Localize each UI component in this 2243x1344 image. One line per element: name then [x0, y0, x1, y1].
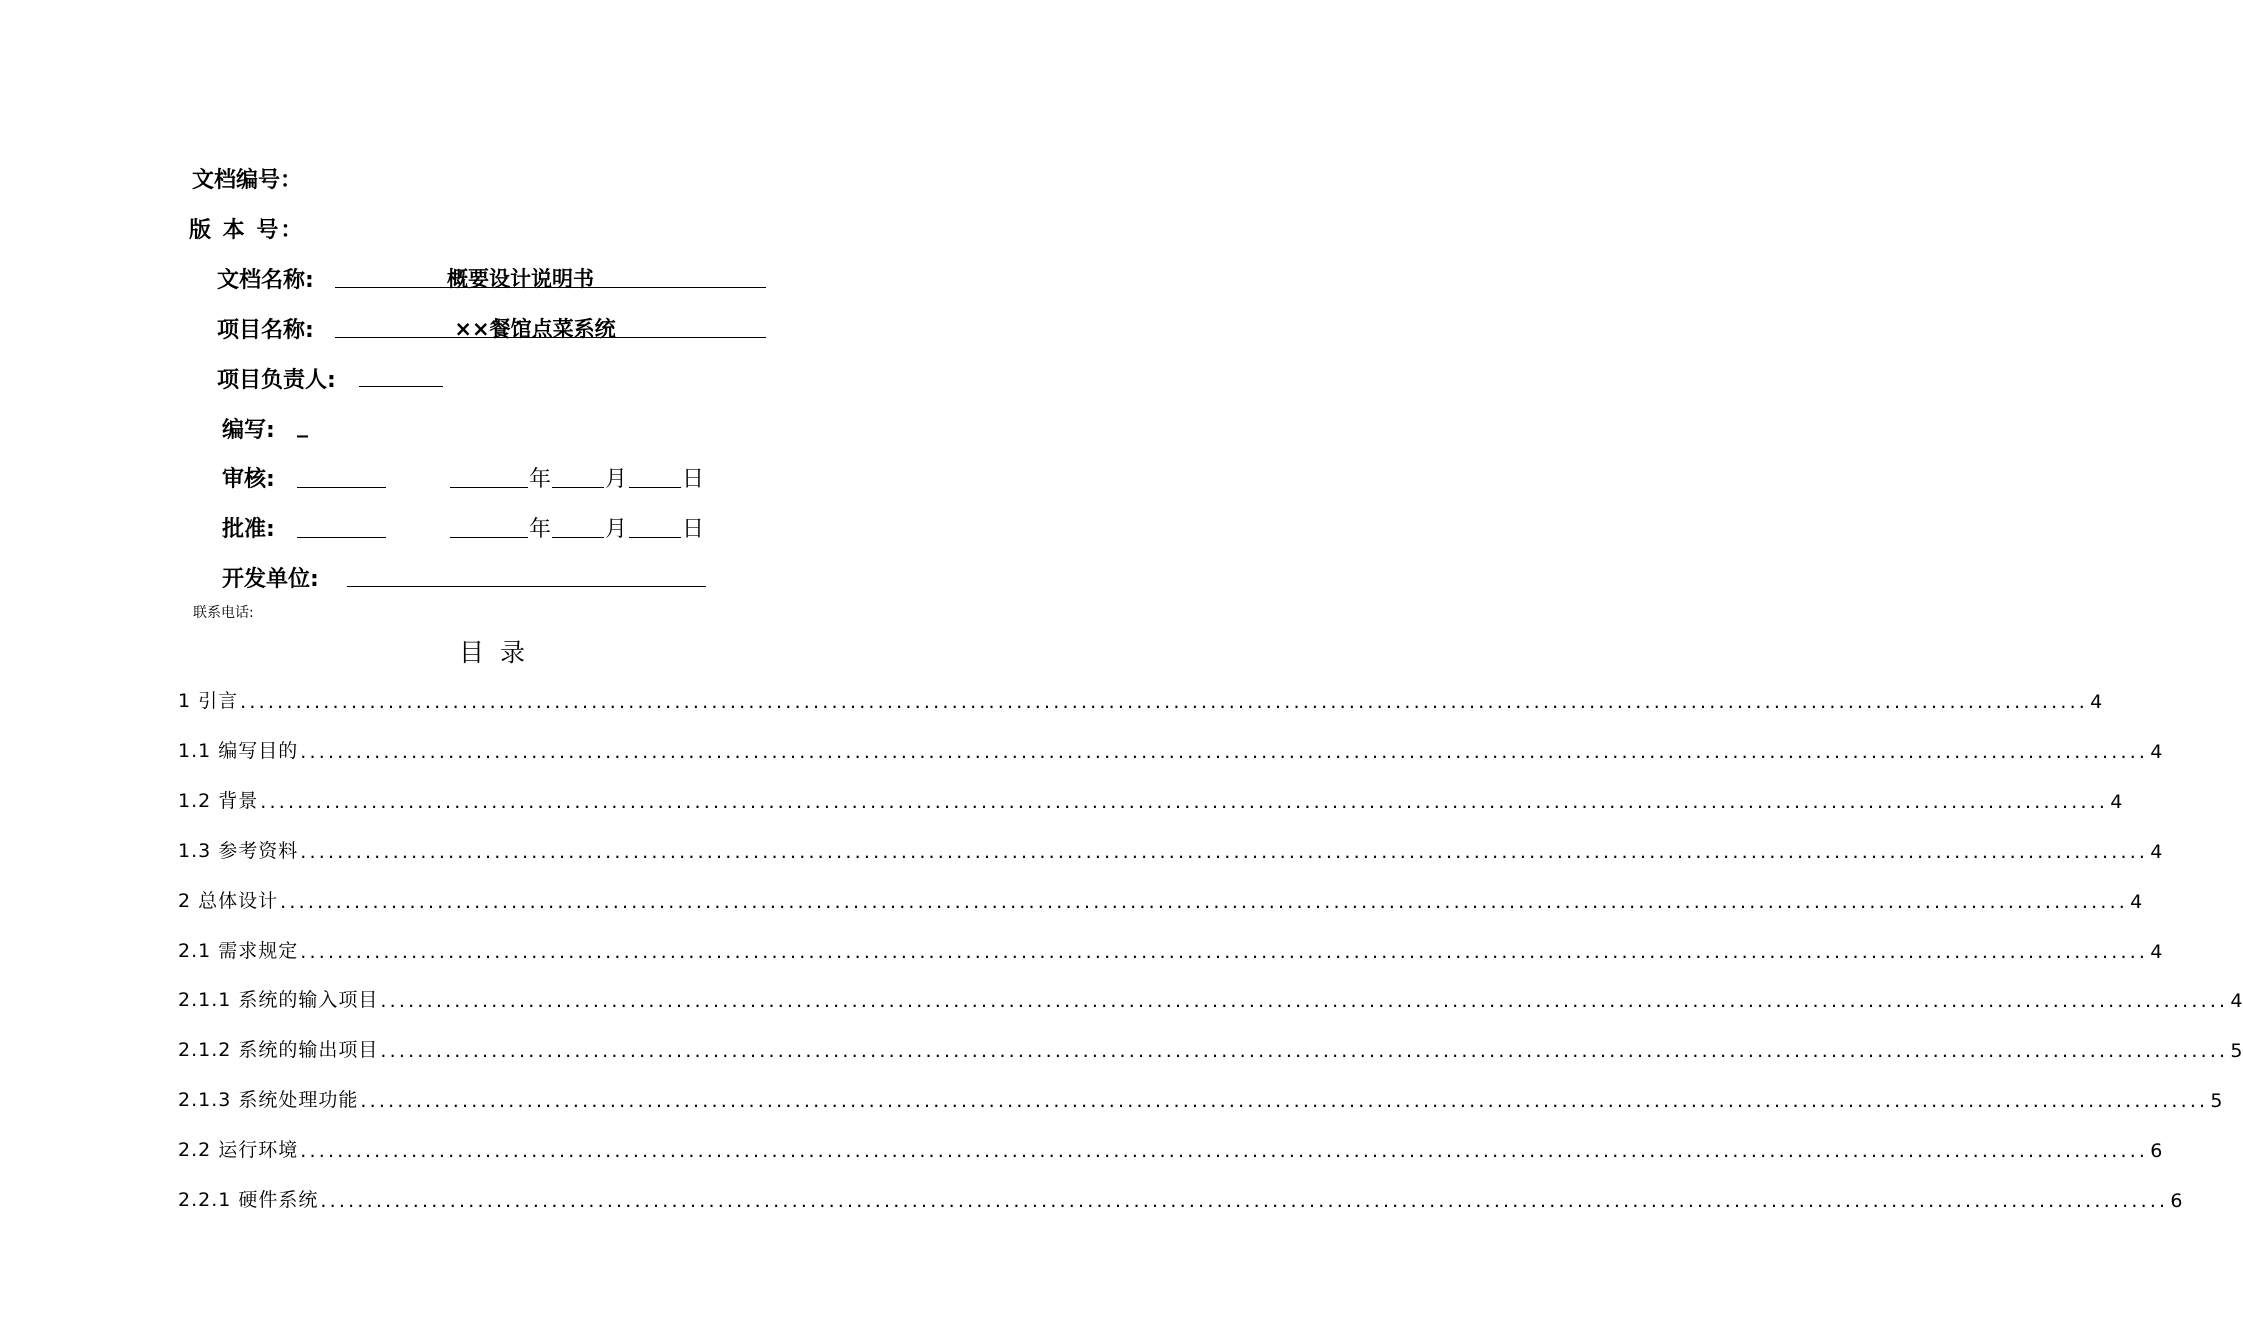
- toc-entry-title: 1.2 背景: [178, 789, 259, 812]
- toc-entry-page: 4: [2150, 740, 2164, 763]
- toc-dot-leader: ........................................................................................................................................................................................................: [300, 1140, 2149, 1163]
- toc-entry-page: 4: [2130, 890, 2144, 913]
- toc-dot-leader: ........................................................................................................................................................................................................: [360, 1090, 2209, 1113]
- toc-entry-title: 2.1 需求规定: [178, 939, 299, 962]
- project-lead-underline: [359, 386, 443, 387]
- review-month-label: 月: [605, 467, 628, 492]
- version-label: 版 本 号：: [189, 218, 305, 243]
- toc-dot-leader: ........................................................................................................................................................................................................: [240, 691, 2089, 713]
- dev-unit-label: 开发单位:: [222, 567, 319, 592]
- approve-day-underline: [629, 537, 681, 538]
- toc-entry-page: 4: [2110, 790, 2124, 813]
- toc-entry-title: 2.1.1 系统的输入项目: [178, 989, 379, 1012]
- doc-name-label: 文档名称:: [217, 268, 314, 293]
- review-day-label: 日: [682, 467, 705, 492]
- toc-entry[interactable]: [178, 1132, 2164, 1163]
- doc-number-label: 文档编号：: [192, 168, 303, 193]
- toc-entry[interactable]: [178, 783, 2124, 813]
- toc-entry-title: 2.2.1 硬件系统: [178, 1189, 319, 1211]
- toc-entry[interactable]: [178, 933, 2164, 963]
- toc-title: 目 录: [459, 638, 525, 667]
- review-underline: [297, 487, 386, 488]
- toc-entry-page: 6: [2150, 1140, 2164, 1163]
- approve-day-label: 日: [682, 517, 705, 542]
- approve-month-label: 月: [605, 517, 628, 542]
- approve-year-underline: [450, 537, 528, 538]
- toc-dot-leader: ........................................................................................................................................................................................................: [380, 990, 2229, 1013]
- toc-entry[interactable]: [178, 733, 2164, 763]
- toc-entry[interactable]: [178, 833, 2164, 863]
- toc-entry-page: 5: [2230, 1040, 2243, 1063]
- toc-entry-title: 2 总体设计: [178, 889, 279, 912]
- toc-entry[interactable]: [178, 683, 2104, 713]
- review-year-label: 年: [529, 467, 552, 492]
- toc-entry-title: 2.1.2 系统的输出项目: [178, 1039, 379, 1062]
- toc-entry-title: 2.1.3 系统处理功能: [178, 1089, 359, 1112]
- phone-label: 联系电话:: [193, 605, 254, 621]
- review-day-underline: [629, 487, 681, 488]
- author-label: 编写:: [222, 418, 275, 443]
- toc-entry-page: 4: [2150, 840, 2164, 863]
- toc-entry-title: 1.3 参考资料: [178, 839, 299, 862]
- project-lead-label: 项目负责人:: [217, 368, 336, 393]
- toc-entry-page: 4: [2090, 691, 2104, 713]
- doc-name-value: 概要设计说明书: [447, 267, 594, 291]
- review-month-underline: [552, 487, 604, 488]
- toc-entry[interactable]: [178, 1032, 2243, 1063]
- toc-dot-leader: ........................................................................................................................................................................................................: [320, 1190, 2169, 1212]
- toc-dot-leader: ........................................................................................................................................................................................................: [280, 890, 2129, 913]
- toc-entry-page: 4: [2230, 990, 2243, 1013]
- toc-entry[interactable]: [178, 883, 2144, 913]
- project-name-label: 项目名称:: [217, 318, 314, 343]
- approve-month-underline: [552, 537, 604, 538]
- toc-entry-title: 2.2 运行环境: [178, 1139, 299, 1162]
- toc-entry-page: 6: [2170, 1190, 2184, 1212]
- review-label: 审核:: [222, 467, 275, 492]
- toc-entry[interactable]: [178, 1182, 2184, 1212]
- approve-year-label: 年: [529, 517, 552, 542]
- approve-label: 批准:: [222, 517, 275, 542]
- approve-underline: [297, 537, 386, 538]
- toc-dot-leader: ........................................................................................................................................................................................................: [260, 790, 2109, 813]
- toc-entry-title: 1 引言: [178, 690, 239, 712]
- dev-unit-underline: [347, 586, 706, 587]
- project-name-value: ××餐馆点菜系统: [454, 317, 616, 341]
- toc-dot-leader: ........................................................................................................................................................................................................: [300, 740, 2149, 763]
- toc-entry[interactable]: [178, 1082, 2224, 1113]
- author-value: _: [297, 413, 308, 438]
- toc-entry[interactable]: [178, 982, 2243, 1013]
- toc-dot-leader: ........................................................................................................................................................................................................: [300, 840, 2149, 863]
- review-year-underline: [450, 487, 528, 488]
- toc-entry-page: 4: [2150, 940, 2164, 963]
- toc-dot-leader: ........................................................................................................................................................................................................: [380, 1040, 2229, 1063]
- toc-dot-leader: ........................................................................................................................................................................................................: [300, 940, 2149, 963]
- toc-entry-page: 5: [2210, 1090, 2224, 1113]
- toc-entry-title: 1.1 编写目的: [178, 739, 299, 762]
